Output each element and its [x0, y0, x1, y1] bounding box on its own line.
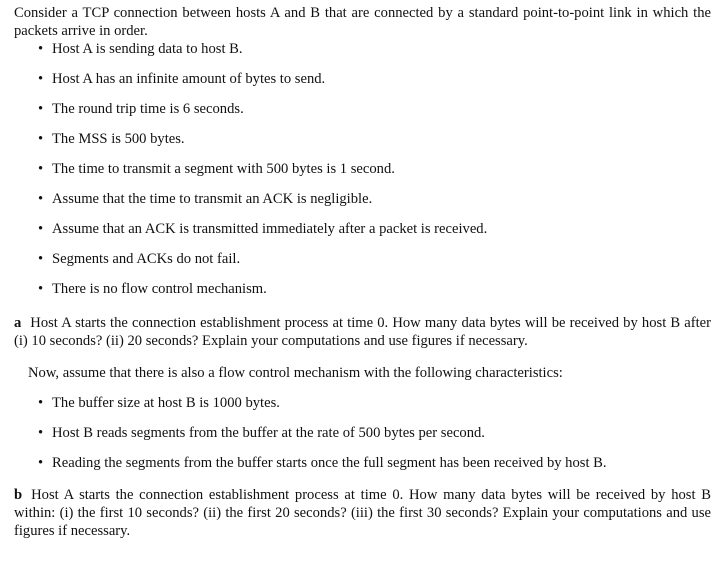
flow-control-item: • Host B reads segments from the buffer at the rate of 500 bytes per second. — [14, 424, 711, 454]
assumptions-list — [14, 40, 711, 310]
flow-control-item: • The buffer size at host B is 1000 bytes. — [14, 394, 711, 424]
question-b — [14, 486, 711, 540]
flow-control-list — [14, 394, 711, 484]
question-b-label: b — [14, 487, 23, 503]
assumption-item: • Host A has an infinite amount of bytes to send. — [14, 70, 711, 100]
flow-control-intro: Now, assume that there is also a flow control mechanism with the following characteristics: — [28, 365, 563, 381]
question-a-label: a — [14, 315, 22, 331]
intro-paragraph: Consider a TCP connection between hosts A and B that are connected by a standard point-to-point link in which the packets arrive in order. — [14, 5, 711, 39]
assumption-item: • Host A is sending data to host B. — [14, 40, 711, 70]
question-a — [14, 314, 711, 350]
assumption-item: • Segments and ACKs do not fail. — [14, 250, 711, 280]
assumption-item: • The round trip time is 6 seconds. — [14, 100, 711, 130]
assumption-item: • Assume that the time to transmit an ACK is negligible. — [14, 190, 711, 220]
assumption-item: • Assume that an ACK is transmitted immediately after a packet is received. — [14, 220, 711, 250]
assumption-item: • There is no flow control mechanism. — [14, 280, 711, 310]
assumption-item: • The time to transmit a segment with 500 bytes is 1 second. — [14, 160, 711, 190]
question-a-text: Host A starts the connection establishment process at time 0. How many data bytes will be received by host B after (i) 10 seconds? (ii) 20 seconds? Explain your computations and use figures if necessary. — [14, 315, 711, 349]
assumption-item: • The MSS is 500 bytes. — [14, 130, 711, 160]
question-b-text: Host A starts the connection establishment process at time 0. How many data bytes will be received by host B within: (i) the first 10 seconds? (ii) the first 20 seconds? (iii) the first 30 seconds? Explain your computations and use figures if necessary. — [14, 487, 711, 539]
flow-control-item: • Reading the segments from the buffer starts once the full segment has been received by host B. — [14, 454, 711, 484]
